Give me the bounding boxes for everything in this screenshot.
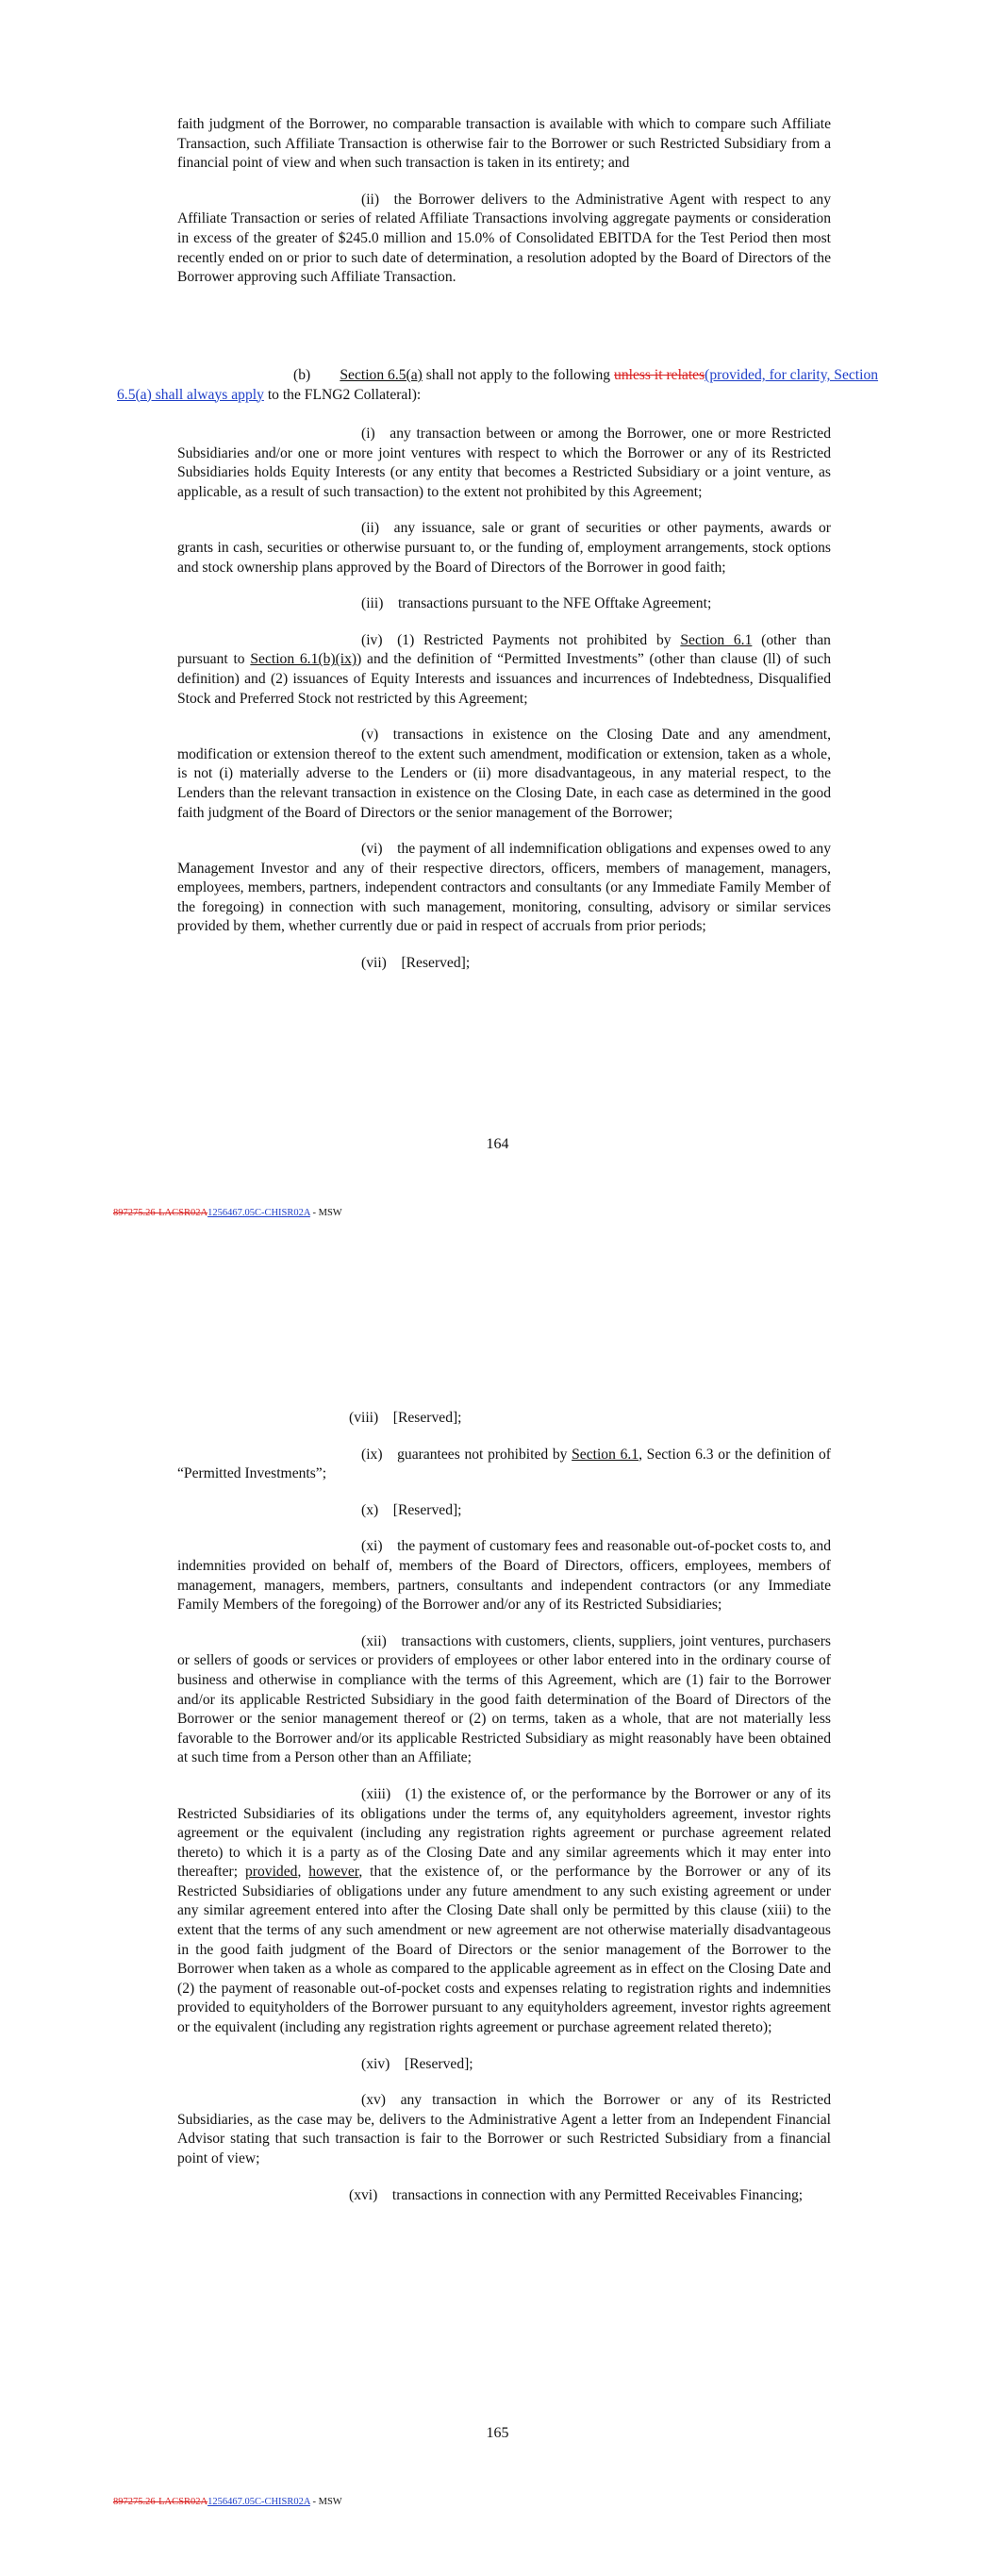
provided-term: provided [245,1864,298,1881]
item-v: (v) transactions in existence on the Closing Date and any amendment, modification or extension thereof to the extent such amendment, modification or extension, taken as a whole, is not (i) materially adverse to the Lenders or (ii) more disadvantageous, in any material respect, to the Lenders than the relevant transaction in existence on the Closing Date, in each case as determined in the good faith judgment of the Board of Directors or the senior management of the Borrower; [177,727,831,821]
page1-items [177,425,831,974]
item-vi: (vi) the payment of all indemnification obligations and expenses owed to any Management Investor and any of their respective directors, officers, members of management, managers, employees, members, partners, independent contractors and consultants (or any Immediate Family Member of the foregoing) in connection with such management, monitoring, consulting, advisory or similar services provided by them, whether currently due or paid in respect of accruals from prior periods; [177,841,831,935]
section-ref-6-1-p2[interactable]: Section 6.1 [572,1446,639,1463]
item-iv [177,631,831,709]
clause-b-text: shall not apply to the following [425,367,611,383]
item-iv-part-a: (iv) (1) Restricted Payments not prohibited by [361,631,672,648]
item-ix-part-a: (ix) guarantees not prohibited by [361,1446,568,1463]
footer-inserted-docid: 1256467.05C-CHISR02A [207,2497,310,2507]
footer-suffix: - MSW [309,1208,342,1218]
clause-b-text-end: to the FLNG2 Collateral): [267,386,422,403]
section-ref-6-1b-ix[interactable]: Section 6.1(b)(ix) [250,651,357,668]
footer-deleted-docid: 897275.26-LACSR02A [113,2497,208,2507]
page2-body [177,1409,831,2205]
item-xiii-part-a: (xiii) (1) the existence of, or the performance by the Borrower or any of its Restricted Subsidiaries of its obligations under the terms of, any equityholders agreement, investor rights agreement or the equivalent (including any registration rights agreement or purchase agreement related thereto) to which it is a party as of the Closing Date and any similar agreements which it may enter into thereafter; [177,1785,831,1881]
item-iv-part-c: ) and the definition of “Permitted Investments” (other than clause (ll) of such definition) and (2) issuances of Equity Interests and issuances and incurrences of Indebtedness, Disqualified Stock and Preferred Stock not restricted by this Agreement; [177,651,831,707]
footer-inserted-docid: 1256467.05C-CHISR02A [207,1208,310,1218]
item-ii: (ii) any issuance, sale or grant of securities or other payments, awards or grants in cash, securities or otherwise pursuant to, or the funding of, employment arrangements, stock options and stock ownership plans approved by the Board of Directors of the Borrower in good faith; [177,520,831,576]
item-xiii-part-b: , that the existence of, or the performance by the Borrower or any of its Restricted Subsidiaries of obligations under any future amendment to any such existing agreement or under any similar agreement entered into after the Closing Date shall only be permitted by this clause (xiii) to the extent that the terms of any such amendment or new agreement are not otherwise materially disadvantageous in the good faith judgment of the Board of Directors or the senior management of the Borrower to the Borrower when taken as a whole as compared to the applicable agreement as in effect on the Closing Date and (2) the payment of reasonable out-of-pocket costs and expenses relating to registration rights and indemnities provided to equityholders of the Borrower pursuant to any equityholders agreement, investor rights agreement or the equivalent (including any registration rights agreement or purchase agreement related thereto); [177,1864,832,2036]
page1-footer [113,1208,342,1218]
however-term: however [308,1864,359,1881]
item-i: (i) any transaction between or among the Borrower, one or more Restricted Subsidiaries and/or one or more joint ventures with respect to which the Borrower or any of its Restricted Subsidiaries holds Equity Interests (or any entity that becomes a Restricted Subsidiary or a joint venture, as applicable, as a result of such transaction) to the extent not prohibited by this Agreement; [177,426,831,500]
item-xii: (xii) transactions with customers, clients, suppliers, joint ventures, purchasers or sellers of goods or services or providers of employees or other labor entered into in the ordinary course of business and otherwise in compliance with the terms of this Agreement, which are (1) fair to the Borrower and/or its applicable Restricted Subsidiary in the good faith determination of the Board of Directors of the Borrower or the senior management thereof or (2) on terms, taken as a whole, that are not materially less favorable to the Borrower and/or its applicable Restricted Subsidiary as might reasonably have been obtained at such time from a Person other than an Affiliate; [177,1632,831,1766]
item-ix-part-b: , Section 6.3 or the definition of “Permitted Investments”; [177,1446,831,1482]
item-xiv: (xiv) [Reserved]; [361,2055,473,2072]
clause-b-paragraph [117,366,887,405]
inserted-text: (provided, for clarity, Section 6.5(a) shall always apply [117,367,879,403]
clause-b-label: (b) [293,367,311,383]
item-vii: (vii) [Reserved]; [361,955,471,972]
document-page-165 [0,1288,995,2576]
page-number-164: 164 [486,1136,509,1152]
section-ref-6-5a[interactable]: Section 6.5(a) [340,367,423,383]
deleted-text: unless it relates [614,367,705,383]
footer-suffix: - MSW [309,2497,342,2507]
item-xiii: (xiii) (1) the existence of, or the performance by the Borrower or any of its Restricted Subsidiaries of its obligations under the terms of, any equityholders agreement, investor rights agreement or the equivalent (including any registration rights agreement or purchase agreement related thereto) to which it is a party as of the Closing Date and any similar agreements which it may enter into thereafter; provided, however, that the existence of, or the performance by the Borrower or any of its Restricted Subsidiaries of obligations under any future amendment to any such existing agreement or under any similar agreement entered into after the Closing Date shall only be permitted by this clause (xiii) to the extent that the terms of any such amendment or new agreement are not otherwise materially disadvantageous in the good faith judgment of the Board of Directors or the senior management of the Borrower to the Borrower when taken as a whole as compared to the applicable agreement as in effect on the Closing Date and (2) the payment of reasonable out-of-pocket costs and expenses relating to registration rights and indemnities provided to equityholders of the Borrower pursuant to any equityholders agreement, investor rights agreement or the equivalent (including any registration rights agreement or purchase agreement related thereto); [177,1785,832,2036]
page2-footer [113,2497,342,2507]
footer-deleted-docid: 897275.26-LACSR02A [113,1208,208,1218]
item-xvi: (xvi) transactions in connection with any Permitted Receivables Financing; [349,2186,804,2203]
item-viii: (viii) [Reserved]; [349,1410,462,1426]
item-xi: (xi) the payment of customary fees and reasonable out-of-pocket costs to, and indemnities provided on behalf of, members of the Board of Directors, officers, employees, members of management, managers, members, partners, consultants and independent contractors (or any Immediate Family Members of the foregoing) of the Borrower and/or any of its Restricted Subsidiaries; [177,1538,831,1614]
item-iv-part-b: (other than pursuant to [177,631,831,668]
page-number-165: 165 [486,2425,509,2441]
item-xv: (xv) any transaction in which the Borrower or any of its Restricted Subsidiaries, as the case may be, delivers to the Administrative Agent a letter from an Independent Financial Advisor stating that such transaction is fair to the Borrower or such Restricted Subsidiary from a financial point of view; [177,2092,831,2166]
carry-over-paragraph: faith judgment of the Borrower, no comparable transaction is available with which to compare such Affiliate Transaction, such Affiliate Transaction is otherwise fair to the Borrower or such Restricted Subsidiary from a financial point of view and when such transaction is taken in its entirety; and [177,116,831,172]
page1-body [177,115,831,288]
item-iii: (iii) transactions pursuant to the NFE Offtake Agreement; [361,595,712,612]
item-ix [177,1446,831,1484]
clause-ii-approval: (ii) the Borrower delivers to the Administrative Agent with respect to any Affiliate Transaction or series of related Affiliate Transactions involving aggregate payments or consideration in excess of the greater of $245.0 million and 15.0% of Consolidated EBITDA for the Test Period then most recently ended on or prior to such date of determination, a resolution adopted by the Board of Directors of the Borrower approving such Affiliate Transaction. [177,191,831,286]
item-x: (x) [Reserved]; [361,1501,462,1518]
section-ref-6-1[interactable]: Section 6.1 [680,631,753,648]
